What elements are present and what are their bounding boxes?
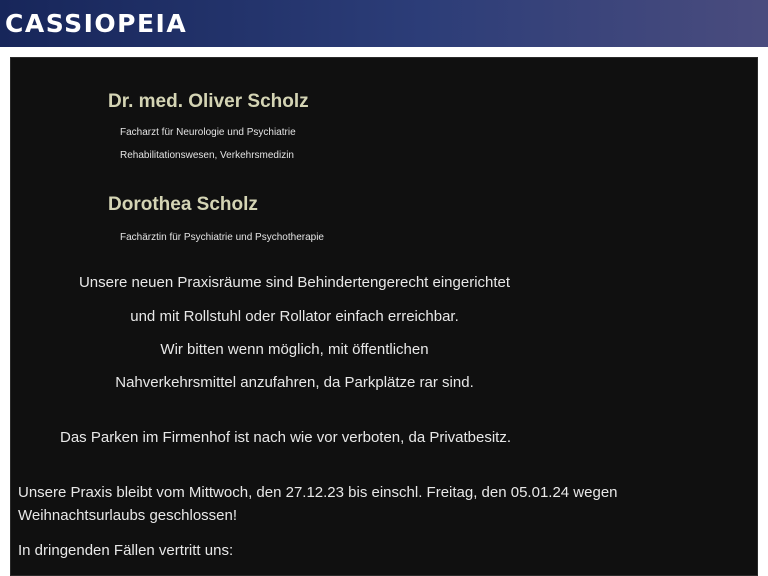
doctor-name-oliver: Dr. med. Oliver Scholz — [108, 91, 309, 112]
accessibility-notice-line: Unsere neuen Praxisräume sind Behindertengerecht eingerichtet — [78, 274, 511, 291]
doctor-specialty: Fachärztin für Psychiatrie und Psychotherapie — [120, 232, 324, 243]
doctor-name-dorothea: Dorothea Scholz — [108, 194, 258, 215]
substitute-intro: In dringenden Fällen vertritt uns: — [18, 542, 234, 559]
doctor-specialty: Rehabilitationswesen, Verkehrsmedizin — [120, 150, 294, 161]
parking-notice: Das Parken im Firmenhof ist nach wie vor verboten, da Privatbesitz. — [60, 429, 512, 446]
site-header — [0, 0, 768, 47]
accessibility-notice-line: Nahverkehrsmittel anzufahren, da Parkplätze rar sind. — [115, 374, 474, 391]
main-content — [10, 57, 758, 576]
accessibility-notice-line: Wir bitten wenn möglich, mit öffentlichen — [160, 341, 429, 358]
accessibility-notice-line: und mit Rollstuhl oder Rollator einfach erreichbar. — [130, 308, 459, 325]
site-logo[interactable]: CASSIOPEIA — [5, 9, 188, 38]
holiday-notice: Unsere Praxis bleibt vom Mittwoch, den 27.12.23 bis einschl. Freitag, den 05.01.24 wegen Weihnachtsurlaubs geschlossen! — [18, 484, 618, 524]
doctor-specialty: Facharzt für Neurologie und Psychiatrie — [120, 127, 296, 138]
